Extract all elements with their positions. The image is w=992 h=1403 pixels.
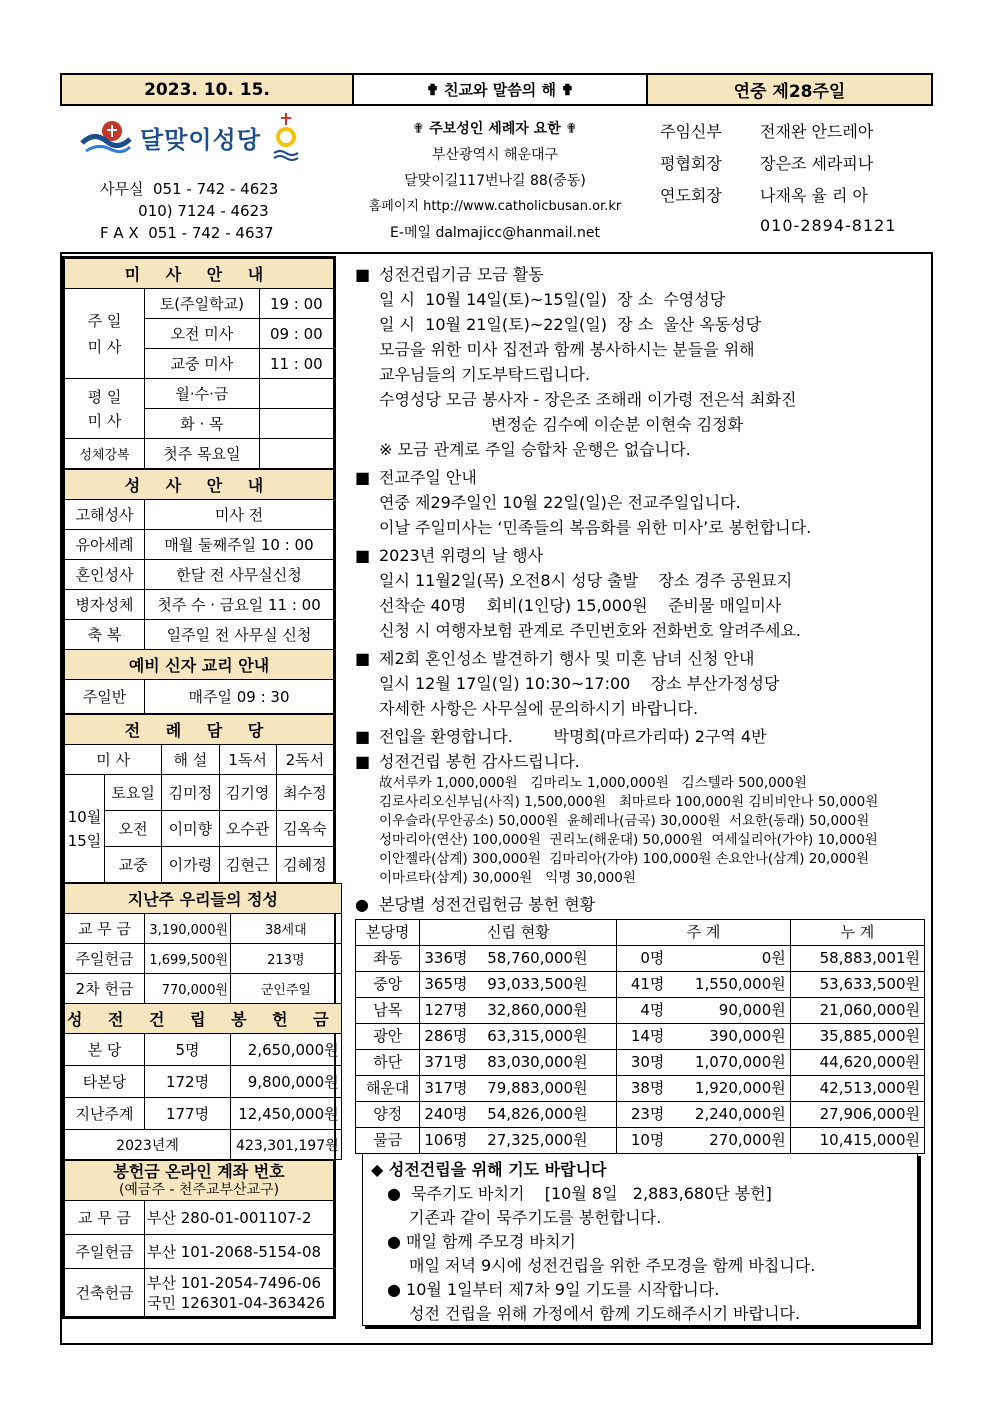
mass-name: 교중 미사 <box>145 349 260 379</box>
table-row <box>356 1102 925 1128</box>
table-cell: 김기영 <box>219 775 276 811</box>
table-cell: 1,550,000원 <box>668 972 790 998</box>
table-cell: 42,513,000원 <box>790 1076 924 1102</box>
offering-table <box>64 883 342 1160</box>
table-cell: 270,000원 <box>668 1128 790 1154</box>
table-row <box>356 1024 925 1050</box>
account-number <box>145 1269 334 1317</box>
news-column <box>355 262 925 1154</box>
mass-name: 화 · 목 <box>145 409 260 439</box>
column-header: 2독서 <box>276 745 333 775</box>
square-bullet-icon: ■ <box>355 265 371 284</box>
table-cell: 하단 <box>356 1050 420 1076</box>
offering-amount: 1,699,500원 <box>145 944 231 974</box>
news-title: 성전건립기금 모금 활동 <box>379 265 544 284</box>
account-number-line: 부산 101-2054-7496-06 <box>147 1273 322 1292</box>
prayer-line: 매일 저녁 9시에 성전건립을 위한 주모경을 함께 바칩니다. <box>409 1256 816 1275</box>
office-phone: 사무실 051 - 742 - 4623 <box>100 180 279 198</box>
adoration-label: 성체강복 <box>65 439 145 469</box>
year-total-amount: 423,301,197원 <box>231 1130 342 1160</box>
news-title: 전입을 환영합니다. 박명희(마르가리따) 2구역 4반 <box>379 727 767 746</box>
table-cell: 0명 <box>617 946 669 972</box>
building-count: 172명 <box>145 1066 231 1098</box>
church-wave-icon <box>80 117 132 157</box>
table-cell: 좌동 <box>356 946 420 972</box>
donor-line: 김로사리오신부님(사직) 1,500,000원 최마르타 100,000원 김비비안나 50,000원 <box>379 794 879 810</box>
building-label: 지난주계 <box>65 1098 145 1130</box>
patron-saint: ✟ 주보성인 세례자 요한 ✟ <box>412 121 578 137</box>
parish-info <box>345 116 645 246</box>
news-line: 교우님들의 기도부탁드립니다. <box>379 365 591 384</box>
news-item <box>355 262 925 462</box>
table-row <box>356 972 925 998</box>
account-holder: (예금주 - 천주교부산교구) <box>118 1181 280 1198</box>
table-cell: 오전 <box>105 811 162 847</box>
table-cell: 27,906,000원 <box>790 1102 924 1128</box>
table-cell: 14명 <box>617 1024 669 1050</box>
year-total-label: 2023년계 <box>65 1130 231 1160</box>
table-row <box>356 1128 925 1154</box>
sacrament-value: 첫주 수 · 금요일 11 : 00 <box>145 590 334 620</box>
news-item <box>355 892 925 917</box>
frame-divider <box>60 1343 933 1345</box>
offering-label: 교 무 금 <box>65 914 145 944</box>
sacrament-value: 일주일 전 사무실 신청 <box>145 620 334 650</box>
mass-time: 11 : 00 <box>259 349 333 379</box>
donor-line: 성마리아(연산) 100,000원 권리노(해운대) 50,000원 여세실리아(가야) 10,000원 <box>379 832 878 848</box>
table-cell: 김옥숙 <box>276 811 333 847</box>
adoration-value: 첫주 목요일 <box>145 439 260 469</box>
table-cell: 1,070,000원 <box>668 1050 790 1076</box>
offering-amount: 770,000원 <box>145 974 231 1004</box>
offering-count: 213명 <box>231 944 342 974</box>
table-cell: 41명 <box>617 972 669 998</box>
account-number: 부산 280-01-001107-2 <box>145 1201 334 1235</box>
sacrament-value: 한달 전 사무실신청 <box>145 560 334 590</box>
section-title: 전 례 담 당 <box>65 715 334 745</box>
sacrament-value: 미사 전 <box>145 500 334 530</box>
table-cell: 토요일 <box>105 775 162 811</box>
news-item <box>355 749 925 888</box>
news-line: 이날 주일미사는 ‘민족들의 복음화를 위한 미사’로 봉헌합니다. <box>379 518 812 537</box>
section-title: 미 사 안 내 <box>65 259 334 289</box>
email-link[interactable]: E-메일 dalmajicc@hanmail.net <box>390 225 600 241</box>
address-line-1: 부산광역시 해운대구 <box>431 147 559 163</box>
section-title: 지난주 우리들의 정성 <box>65 884 342 914</box>
donor-line: 이우슬라(무안공소) 50,000원 윤헤레나(금곡) 30,000원 서요한(동래) 50,000원 <box>379 813 870 829</box>
weekday-mass-label: 평 일 미 사 <box>65 379 145 439</box>
table-cell: 63,315,000원 <box>483 1024 617 1050</box>
column-header: 누 계 <box>790 920 924 946</box>
column-header: 주 계 <box>617 920 790 946</box>
liturgy-table <box>64 714 334 883</box>
column-header: 신립 현황 <box>420 920 617 946</box>
square-bullet-icon: ■ <box>355 649 371 668</box>
table-cell: 35,885,000원 <box>790 1024 924 1050</box>
prayer-line: 성전 건립을 위해 가정에서 함께 기도해주시기 바랍니다. <box>409 1304 801 1323</box>
liturgy-date: 10월 15일 <box>65 775 105 883</box>
catechumen-value: 매주일 09 : 30 <box>145 680 334 714</box>
section-title: 성 사 안 내 <box>65 470 334 500</box>
donor-line: 이안젤라(삼계) 300,000원 김마리아(가야) 100,000원 손요안나(삼계) 20,000원 <box>379 851 870 867</box>
table-cell: 27,325,000원 <box>483 1128 617 1154</box>
offering-label: 2차 헌금 <box>65 974 145 1004</box>
table-cell: 1,920,000원 <box>668 1076 790 1102</box>
news-line: 모금을 위한 미사 집전과 함께 봉사하시는 분들을 위해 <box>379 340 755 359</box>
news-item <box>355 465 925 540</box>
sacrament-label: 병자성체 <box>65 590 145 620</box>
table-cell: 김미정 <box>162 775 219 811</box>
news-item <box>355 724 925 749</box>
table-cell: 44,620,000원 <box>790 1050 924 1076</box>
table-cell: 371명 <box>420 1050 483 1076</box>
table-cell: 23명 <box>617 1102 669 1128</box>
prayer-line: 묵주기도 바치기 [10월 8일 2,883,680단 봉헌] <box>411 1184 772 1203</box>
table-cell: 90,000원 <box>668 998 790 1024</box>
account-label: 주일헌금 <box>65 1235 145 1269</box>
catechumen-label: 주일반 <box>65 680 145 714</box>
year-motto: ✟ 친교와 말씀의 해 ✟ <box>426 81 574 99</box>
table-cell: 김현근 <box>219 847 276 883</box>
table-cell: 이미향 <box>162 811 219 847</box>
sacrament-label: 혼인성사 <box>65 560 145 590</box>
table-cell: 30명 <box>617 1050 669 1076</box>
offering-amount: 3,190,000원 <box>145 914 231 944</box>
account-title-text: 봉헌금 온라인 계좌 번호 <box>113 1161 285 1181</box>
mass-time <box>259 379 333 409</box>
fax-number: F A X 051 - 742 - 4637 <box>100 224 274 242</box>
table-cell: 38명 <box>617 1076 669 1102</box>
table-cell: 2,240,000원 <box>668 1102 790 1128</box>
mass-time: 09 : 00 <box>259 319 333 349</box>
table-cell: 127명 <box>420 998 483 1024</box>
sacrament-label: 고해성사 <box>65 500 145 530</box>
news-line: 연중 제29주일인 10월 22일(일)은 전교주일입니다. <box>379 493 741 512</box>
left-sidebar <box>62 256 339 1319</box>
news-title: 성전건립 봉헌 감사드립니다. <box>379 752 580 771</box>
table-row <box>356 946 925 972</box>
sacrament-table <box>64 469 334 714</box>
sunday-mass-label: 주 일 미 사 <box>65 289 145 379</box>
building-amount: 12,450,000원 <box>231 1098 342 1130</box>
account-number: 부산 101-2068-5154-08 <box>145 1235 334 1269</box>
news-line: 변정순 김수예 이순분 이현숙 김정화 <box>379 415 744 434</box>
prayer-line: 매일 함께 주모경 바치기 <box>406 1232 576 1251</box>
building-count: 177명 <box>145 1098 231 1130</box>
table-cell: 해운대 <box>356 1076 420 1102</box>
offering-label: 주일헌금 <box>65 944 145 974</box>
table-cell: 286명 <box>420 1024 483 1050</box>
table-cell: 남목 <box>356 998 420 1024</box>
table-cell: 물금 <box>356 1128 420 1154</box>
contact-block <box>100 178 278 244</box>
news-line: 일 시 10월 14일(토)~15일(일) 장 소 수영성당 <box>379 290 726 309</box>
table-cell: 240명 <box>420 1102 483 1128</box>
table-cell: 교중 <box>105 847 162 883</box>
table-cell: 317명 <box>420 1076 483 1102</box>
table-cell: 93,033,500원 <box>483 972 617 998</box>
moon-cross-icon <box>271 113 301 161</box>
news-title: 전교주일 안내 <box>379 468 477 487</box>
bulletin-date: 2023. 10. 15. <box>62 75 354 104</box>
parish-fund-table <box>355 919 925 1154</box>
mass-time: 19 : 00 <box>259 289 333 319</box>
square-bullet-icon: ■ <box>355 468 371 487</box>
liturgical-week: 연중 제28주일 <box>646 75 931 104</box>
officer-row: 주임신부 전재완 안드레아 <box>660 122 874 141</box>
prayer-box <box>362 1153 918 1326</box>
news-item <box>355 646 925 721</box>
building-count: 5명 <box>145 1034 231 1066</box>
officers-list <box>660 116 873 212</box>
column-header: 본당명 <box>356 920 420 946</box>
frame-divider <box>60 252 933 254</box>
sacrament-label: 유아세례 <box>65 530 145 560</box>
column-header: 1독서 <box>219 745 276 775</box>
frame-divider <box>931 252 933 1345</box>
table-cell: 이가령 <box>162 847 219 883</box>
table-cell: 양정 <box>356 1102 420 1128</box>
building-label: 타본당 <box>65 1066 145 1098</box>
account-title <box>65 1161 334 1201</box>
donor-line: 이마르타(삼계) 30,000원 익명 30,000원 <box>379 870 636 886</box>
account-number-line: 국민 126301-04-363426 <box>147 1293 326 1312</box>
table-cell: 광안 <box>356 1024 420 1050</box>
address-line-2: 달맞이길117번나길 88(중동) <box>404 173 586 189</box>
homepage-link[interactable]: 홈페이지 http://www.catholicbusan.or.kr <box>368 199 622 214</box>
building-amount: 9,800,000원 <box>231 1066 342 1098</box>
table-cell: 54,826,000원 <box>483 1102 617 1128</box>
prayer-line: 10월 1일부터 제7차 9일 기도를 시작합니다. <box>406 1280 720 1299</box>
building-label: 본 당 <box>65 1034 145 1066</box>
news-title: 본당별 성전건립헌금 봉헌 현황 <box>379 895 596 914</box>
prayer-line: 기존과 같이 묵주기도를 봉헌합니다. <box>409 1208 662 1227</box>
table-cell: 58,760,000원 <box>483 946 617 972</box>
news-line: 자세한 사항은 사무실에 문의하시기 바랍니다. <box>379 699 699 718</box>
news-title: 2023년 위령의 날 행사 <box>379 546 544 565</box>
column-header: 해 설 <box>162 745 219 775</box>
news-title: 제2회 혼인성소 발견하기 행사 및 미혼 남녀 신청 안내 <box>379 649 755 668</box>
dot-bullet-icon: ● <box>355 895 369 914</box>
table-cell: 21,060,000원 <box>790 998 924 1024</box>
table-cell: 10명 <box>617 1128 669 1154</box>
account-table <box>64 1160 334 1317</box>
table-cell: 김혜정 <box>276 847 333 883</box>
donor-line: 故서루카 1,000,000원 김마리노 1,000,000원 김스텔라 500,000원 <box>379 775 807 791</box>
header-bar <box>60 73 933 106</box>
news-line: 수영성당 모금 봉사자 - 장은조 조해래 이가령 전은석 최화진 <box>379 390 797 409</box>
dot-bullet-icon: ● <box>387 1184 412 1203</box>
sacrament-label: 축 복 <box>65 620 145 650</box>
news-line: 선착순 40명 회비(1인당) 15,000원 준비물 매일미사 <box>379 596 782 615</box>
account-label: 건축헌금 <box>65 1269 145 1317</box>
table-cell: 58,883,001원 <box>790 946 924 972</box>
building-amount: 2,650,000원 <box>231 1034 342 1066</box>
offering-count: 38세대 <box>231 914 342 944</box>
account-label: 교 무 금 <box>65 1201 145 1235</box>
table-row <box>356 1050 925 1076</box>
table-cell: 336명 <box>420 946 483 972</box>
parish-logo <box>80 112 310 162</box>
table-cell: 106명 <box>420 1128 483 1154</box>
mass-time <box>259 409 333 439</box>
offering-count: 군인주일 <box>231 974 342 1004</box>
news-line: 일시 12월 17일(일) 10:30~17:00 장소 부산가정성당 <box>379 674 780 693</box>
table-cell: 365명 <box>420 972 483 998</box>
table-cell: 79,883,000원 <box>483 1076 617 1102</box>
section-title: 예비 신자 교리 안내 <box>65 650 334 680</box>
mass-name: 오전 미사 <box>145 319 260 349</box>
mobile-phone: 010) 7124 - 4623 <box>100 202 269 220</box>
table-cell: 32,860,000원 <box>483 998 617 1024</box>
prayer-title: 성전건립을 위해 기도 바랍니다 <box>388 1160 607 1179</box>
dot-bullet-icon: ● <box>387 1280 407 1299</box>
news-line: 일시 11월2일(목) 오전8시 성당 출발 장소 경주 공원묘지 <box>379 571 793 590</box>
table-cell: 최수정 <box>276 775 333 811</box>
news-item <box>355 543 925 643</box>
officer-row: 연도회장 나재옥 율 리 아 <box>660 186 868 205</box>
square-bullet-icon: ■ <box>355 752 371 771</box>
news-line: ※ 모금 관계로 주일 승합차 운행은 없습니다. <box>379 440 691 459</box>
mass-name: 토(주일학교) <box>145 289 260 319</box>
section-title: 성 전 건 립 봉 헌 금 <box>65 1004 342 1034</box>
table-row <box>356 998 925 1024</box>
table-cell: 오수관 <box>219 811 276 847</box>
parish-name: 달맞이성당 <box>140 125 261 154</box>
news-line: 신청 시 여행자보험 관계로 주민번호와 전화번호 알려주세요. <box>379 621 802 640</box>
square-bullet-icon: ■ <box>355 727 371 746</box>
column-header: 미 사 <box>65 745 162 775</box>
diamond-bullet-icon: ◆ <box>371 1160 389 1179</box>
table-cell: 4명 <box>617 998 669 1024</box>
table-cell: 390,000원 <box>668 1024 790 1050</box>
square-bullet-icon: ■ <box>355 546 371 565</box>
news-line: 일 시 10월 21일(토)~22일(일) 장 소 울산 옥동성당 <box>379 315 762 334</box>
table-cell: 10,415,000원 <box>790 1128 924 1154</box>
mass-name: 월·수·금 <box>145 379 260 409</box>
table-cell: 53,633,500원 <box>790 972 924 998</box>
mass-schedule-table <box>64 258 334 469</box>
table-cell: 83,030,000원 <box>483 1050 617 1076</box>
table-cell: 중앙 <box>356 972 420 998</box>
sacrament-value: 매월 둘째주일 10 : 00 <box>145 530 334 560</box>
officer-phone: 010-2894-8121 <box>760 216 897 235</box>
table-cell: 0원 <box>668 946 790 972</box>
dot-bullet-icon: ● <box>387 1232 407 1251</box>
table-row <box>356 1076 925 1102</box>
officer-row: 평협회장 장은조 세라피나 <box>660 154 874 173</box>
